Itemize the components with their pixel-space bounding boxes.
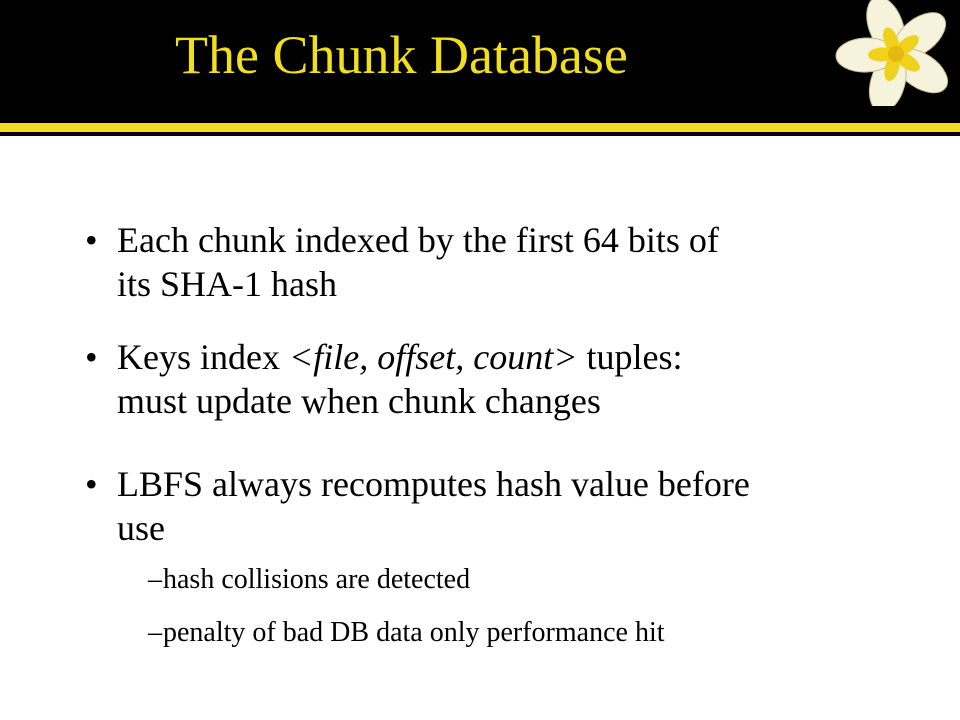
bullet-2-line-1: [117, 339, 683, 375]
bullet-1-marker: •: [85, 220, 98, 260]
bullet-1-line-1: Each chunk indexed by the first 64 bits of: [117, 220, 719, 260]
sub-bullet-2-text: penalty of bad DB data only performance hit: [163, 617, 665, 648]
bullet-2-line-2: must update when chunk changes: [117, 381, 601, 421]
bullet-2-text-post: tuples:: [577, 337, 683, 377]
sub-bullet-1-marker: –: [148, 564, 162, 595]
bullet-3-line-2: use: [117, 508, 165, 548]
bullet-2-text-pre: Keys index: [117, 337, 289, 377]
bullet-2-marker: •: [85, 337, 98, 377]
slide-title: The Chunk Database: [175, 25, 628, 85]
bullet-3-marker: •: [85, 464, 98, 504]
bullet-1-line-2: its SHA-1 hash: [117, 264, 338, 304]
bullet-2-tuple-text: <file, offset, count>: [288, 337, 578, 377]
bullet-3-line-1: LBFS always recomputes hash value before: [117, 464, 750, 504]
sub-bullet-2-marker: –: [148, 617, 162, 648]
sub-bullet-1-text: hash collisions are detected: [163, 564, 471, 595]
